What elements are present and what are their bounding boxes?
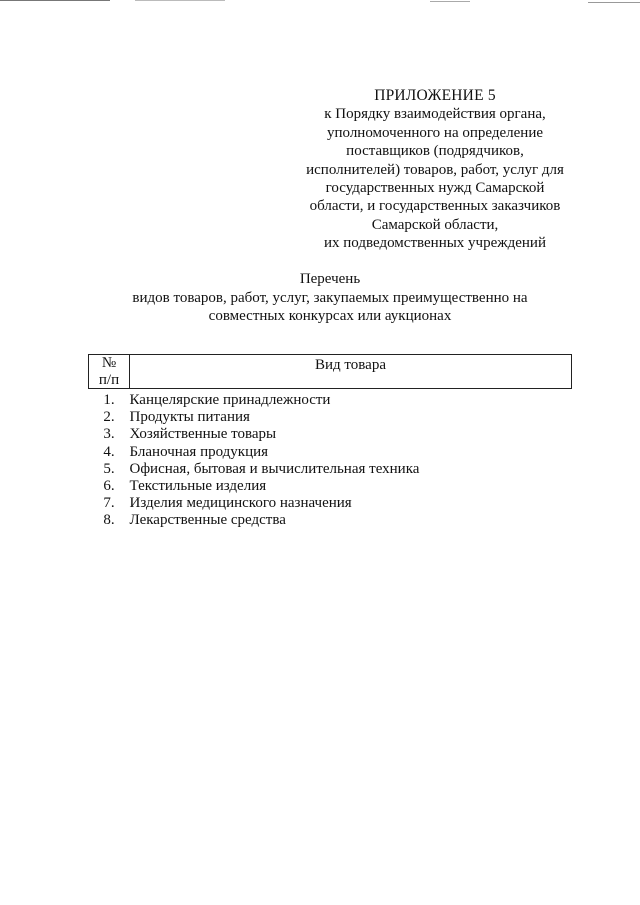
row-number: 8.: [103, 512, 115, 529]
table-row: [89, 409, 572, 426]
row-name: Хозяйственные товары: [129, 426, 277, 443]
table-row: [89, 495, 572, 512]
row-number: 1.: [103, 392, 115, 408]
row-name: Текстильные изделия: [129, 478, 267, 495]
appendix-line: их подведомственных учреждений: [324, 235, 546, 252]
heading-title: Перечень: [299, 271, 361, 287]
row-name: Канцелярские принадлежности: [129, 392, 331, 408]
scan-artifact-line: [588, 2, 640, 3]
appendix-line: Самарской области,: [371, 216, 499, 233]
table-row: [89, 444, 572, 461]
heading-line: видов товаров, работ, услуг, закупаемых преимущественно на: [132, 289, 528, 306]
row-number: 5.: [103, 460, 115, 477]
table-row: [89, 478, 572, 495]
scan-artifact-line: [135, 0, 225, 1]
appendix-line: области, и государственных заказчиков: [309, 198, 561, 215]
row-name: Лекарственные средства: [129, 512, 286, 529]
column-header-number: [89, 355, 130, 389]
table-row: [89, 389, 572, 410]
scan-artifact-line: [430, 1, 470, 2]
table-row: [89, 512, 572, 529]
appendix-title: ПРИЛОЖЕНИЕ 5: [374, 87, 496, 104]
row-number: 6.: [103, 478, 115, 495]
row-number: 2.: [103, 409, 115, 426]
table-row: [89, 426, 572, 443]
row-name: Офисная, бытовая и вычислительная техника: [129, 460, 420, 477]
row-name: Изделия медицинского назначения: [129, 495, 352, 512]
column-header-number-line1: №: [101, 355, 117, 371]
row-name: Продукты питания: [129, 409, 250, 426]
appendix-line: к Порядку взаимодействия органа,: [324, 106, 546, 123]
scan-artifact-line: [0, 0, 110, 1]
row-name: Бланочная продукция: [129, 443, 269, 460]
row-number: 4.: [103, 443, 115, 460]
goods-table: [88, 354, 572, 530]
appendix-block: [290, 87, 580, 253]
appendix-line: государственных нужд Самарской: [325, 180, 545, 197]
heading-line: совместных конкурсах или аукционах: [208, 308, 452, 324]
column-header-number-line2: п/п: [98, 371, 120, 388]
table-row: [89, 461, 572, 478]
appendix-line: исполнителей) товаров, работ, услуг для: [306, 161, 564, 178]
appendix-line: поставщиков (подрядчиков,: [346, 143, 524, 160]
column-header-kind: Вид товара: [130, 355, 572, 389]
row-number: 3.: [103, 426, 115, 443]
table-header-row: [89, 355, 572, 389]
list-heading: [100, 270, 560, 326]
row-number: 7.: [103, 495, 115, 512]
appendix-line: уполномоченного на определение: [326, 124, 543, 141]
